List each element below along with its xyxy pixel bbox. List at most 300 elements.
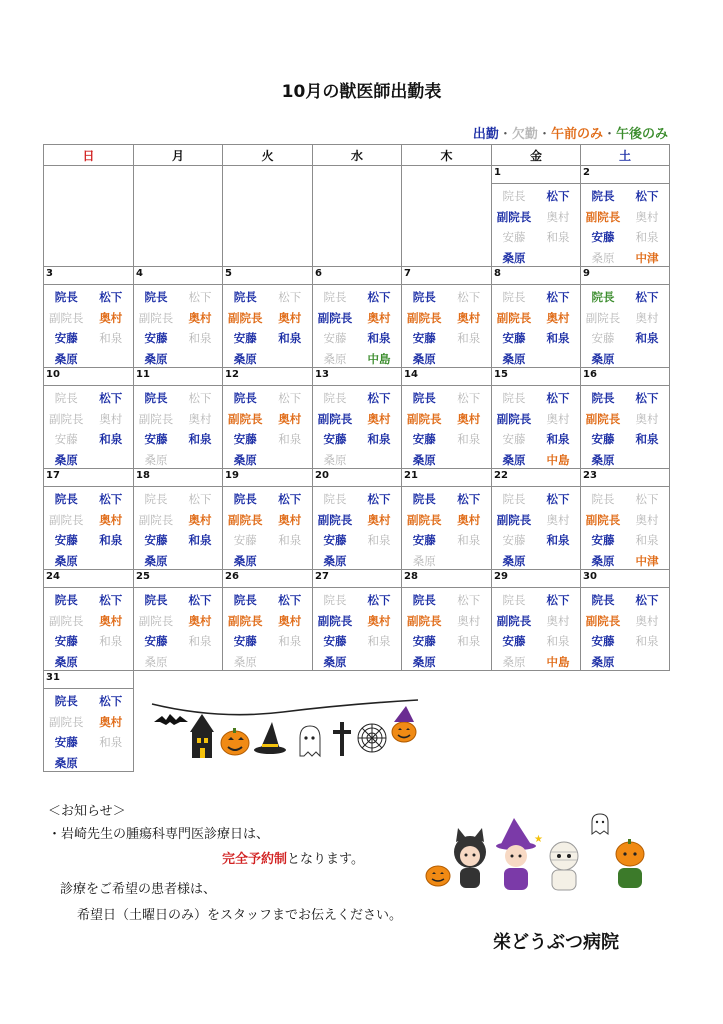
staff-name: 院長 xyxy=(233,290,257,305)
bat-icon xyxy=(154,714,188,725)
staff-name: 安藤 xyxy=(323,432,347,447)
calendar-day-cell xyxy=(492,267,581,368)
staff-name: 松下 xyxy=(278,593,302,608)
staff-name: 奥村 xyxy=(367,512,391,527)
day-number: 7 xyxy=(404,268,411,279)
staff-row xyxy=(402,409,491,430)
staff-row xyxy=(402,328,491,349)
staff-row xyxy=(581,308,669,329)
staff-name: 副院長 xyxy=(496,411,532,426)
staff-name: 桑原 xyxy=(54,654,78,669)
staff-name: 奥村 xyxy=(546,613,570,628)
staff-row xyxy=(581,611,669,632)
staff-row xyxy=(44,328,133,349)
staff-name: 桑原 xyxy=(54,351,78,366)
legend-pm-only: 午後のみ xyxy=(615,127,668,142)
staff-row xyxy=(44,631,133,652)
staff-row xyxy=(492,349,580,370)
staff-name: 和泉 xyxy=(99,634,123,649)
day-number: 21 xyxy=(404,470,418,481)
day-number-divider xyxy=(402,284,491,285)
staff-row xyxy=(44,349,133,370)
staff-name: 和泉 xyxy=(546,634,570,649)
staff-name: 桑原 xyxy=(323,553,347,568)
staff-row xyxy=(44,308,133,329)
staff-name: 和泉 xyxy=(457,331,481,346)
staff-name: 和泉 xyxy=(188,533,212,548)
staff-row xyxy=(402,652,491,673)
staff-list xyxy=(581,489,669,571)
staff-name: 安藤 xyxy=(591,331,615,346)
calendar-empty-cell xyxy=(402,166,492,267)
staff-name: 副院長 xyxy=(317,512,353,527)
staff-row xyxy=(223,409,312,430)
calendar-day-cell xyxy=(223,368,313,469)
staff-name: 松下 xyxy=(99,290,123,305)
staff-name: 松下 xyxy=(457,290,481,305)
staff-row xyxy=(492,590,580,611)
staff-name: 松下 xyxy=(188,391,212,406)
staff-name: 院長 xyxy=(502,593,526,608)
staff-name: 副院長 xyxy=(228,310,263,325)
day-number-divider xyxy=(134,284,222,285)
staff-name: 松下 xyxy=(99,391,123,406)
day-number: 13 xyxy=(315,369,329,380)
staff-row xyxy=(134,510,222,531)
day-number-divider xyxy=(581,284,669,285)
staff-name: 副院長 xyxy=(585,512,621,527)
weekday-tuesday: 火 xyxy=(223,145,313,166)
staff-name: 奥村 xyxy=(635,411,659,426)
staff-name: 副院長 xyxy=(138,310,174,325)
staff-row xyxy=(313,328,401,349)
staff-name: 桑原 xyxy=(144,654,168,669)
day-number: 31 xyxy=(46,672,60,683)
staff-name: 奥村 xyxy=(367,310,391,325)
calendar-empty-cell xyxy=(492,671,581,772)
staff-list xyxy=(581,590,669,672)
day-number-divider xyxy=(44,688,133,689)
staff-name: 安藤 xyxy=(412,331,436,346)
staff-list xyxy=(134,388,222,470)
staff-row xyxy=(402,489,491,510)
staff-row xyxy=(223,611,312,632)
staff-name: 松下 xyxy=(635,391,659,406)
staff-name: 副院長 xyxy=(317,310,353,325)
staff-row xyxy=(581,489,669,510)
staff-row xyxy=(492,429,580,450)
staff-name: 院長 xyxy=(502,492,526,507)
staff-name: 安藤 xyxy=(591,634,615,649)
ghost-icon xyxy=(300,726,320,756)
staff-row xyxy=(402,631,491,652)
staff-name: 和泉 xyxy=(635,331,659,346)
staff-name: 和泉 xyxy=(278,432,302,447)
staff-row xyxy=(492,186,580,207)
staff-name: 院長 xyxy=(233,593,257,608)
staff-row xyxy=(313,450,401,471)
spider-web-icon xyxy=(358,724,386,752)
calendar-day-cell xyxy=(44,671,134,772)
notice-line-1: ・岩崎先生の腫瘍科専門医診療日は、 xyxy=(48,827,270,842)
staff-name: 奥村 xyxy=(188,411,212,426)
staff-list xyxy=(402,590,491,672)
staff-name: 松下 xyxy=(546,189,570,204)
staff-list xyxy=(134,287,222,369)
legend-separator: ・ xyxy=(602,127,616,142)
day-number: 17 xyxy=(46,470,60,481)
staff-name: 松下 xyxy=(278,391,302,406)
staff-name: 桑原 xyxy=(144,553,168,568)
staff-row xyxy=(223,590,312,611)
staff-row xyxy=(313,308,401,329)
staff-list xyxy=(402,388,491,470)
staff-name: 安藤 xyxy=(591,432,615,447)
staff-row xyxy=(313,287,401,308)
legend-absent: 欠勤 xyxy=(511,127,538,142)
staff-name: 松下 xyxy=(546,593,570,608)
staff-name: 院長 xyxy=(502,189,526,204)
staff-name: 松下 xyxy=(635,593,659,608)
staff-row xyxy=(44,530,133,551)
staff-list xyxy=(492,489,580,571)
staff-name: 松下 xyxy=(457,593,481,608)
staff-list xyxy=(581,287,669,369)
day-number: 6 xyxy=(315,268,322,279)
staff-name: 和泉 xyxy=(546,331,570,346)
staff-name: 院長 xyxy=(323,290,347,305)
staff-row xyxy=(492,328,580,349)
staff-name: 奥村 xyxy=(635,310,659,325)
staff-row xyxy=(581,530,669,551)
staff-name: 院長 xyxy=(144,391,168,406)
pumpkin-witch-icon xyxy=(392,706,416,742)
day-number-divider xyxy=(581,587,669,588)
day-number: 20 xyxy=(315,470,329,481)
day-number: 30 xyxy=(583,571,597,582)
day-number: 28 xyxy=(404,571,418,582)
day-number: 10 xyxy=(46,369,60,380)
staff-row xyxy=(134,349,222,370)
calendar-empty-cell xyxy=(223,166,313,267)
day-number-divider xyxy=(134,486,222,487)
staff-name: 桑原 xyxy=(54,452,78,467)
staff-name: 奥村 xyxy=(99,613,123,628)
calendar-week-row xyxy=(44,570,670,671)
staff-name: 和泉 xyxy=(99,432,123,447)
staff-name: 安藤 xyxy=(233,634,257,649)
staff-name: 安藤 xyxy=(323,634,347,649)
calendar-day-cell xyxy=(134,267,223,368)
staff-row xyxy=(223,450,312,471)
calendar-day-cell xyxy=(581,570,670,671)
calendar-day-cell xyxy=(402,469,492,570)
calendar-day-cell xyxy=(492,570,581,671)
staff-name: 和泉 xyxy=(635,432,659,447)
staff-row xyxy=(581,429,669,450)
staff-row xyxy=(402,349,491,370)
staff-row xyxy=(44,611,133,632)
staff-name: 副院長 xyxy=(407,411,442,426)
staff-name: 副院長 xyxy=(496,512,532,527)
day-number: 25 xyxy=(136,571,150,582)
staff-row xyxy=(402,551,491,572)
staff-name: 奥村 xyxy=(457,310,481,325)
staff-name: 安藤 xyxy=(54,432,78,447)
staff-name: 和泉 xyxy=(278,533,302,548)
staff-name: 奥村 xyxy=(278,512,302,527)
hospital-name: 栄どうぶつ病院 xyxy=(493,932,619,953)
staff-name: 松下 xyxy=(635,492,659,507)
legend-am-only: 午前のみ xyxy=(550,127,603,142)
staff-name: 桑原 xyxy=(412,553,436,568)
calendar-day-cell xyxy=(313,267,402,368)
staff-row xyxy=(402,510,491,531)
staff-row xyxy=(223,308,312,329)
calendar-day-cell xyxy=(492,368,581,469)
witch-hat-icon xyxy=(254,722,286,754)
staff-row xyxy=(134,551,222,572)
staff-row xyxy=(44,652,133,673)
calendar-day-cell xyxy=(492,469,581,570)
staff-name: 中津 xyxy=(635,250,659,265)
staff-name: 院長 xyxy=(233,492,257,507)
staff-name: 奥村 xyxy=(546,209,570,224)
staff-name: 松下 xyxy=(546,391,570,406)
staff-name: 副院長 xyxy=(585,613,621,628)
staff-name: 副院長 xyxy=(49,310,84,325)
legend-separator: ・ xyxy=(537,127,551,142)
staff-row xyxy=(313,551,401,572)
staff-name: 副院長 xyxy=(407,310,442,325)
staff-name: 桑原 xyxy=(233,452,257,467)
staff-name: 副院長 xyxy=(585,310,621,325)
staff-name: 桑原 xyxy=(412,452,436,467)
reservation-only-text: 完全予約制 xyxy=(222,852,288,867)
staff-row xyxy=(223,652,312,673)
staff-list xyxy=(223,489,312,571)
staff-row xyxy=(402,450,491,471)
halloween-garland-illustration xyxy=(148,692,423,770)
staff-row xyxy=(402,590,491,611)
staff-row xyxy=(223,631,312,652)
staff-name: 奥村 xyxy=(278,613,302,628)
staff-list xyxy=(44,590,133,672)
calendar-week-row xyxy=(44,267,670,368)
staff-name: 安藤 xyxy=(502,230,526,245)
staff-name: 院長 xyxy=(233,391,257,406)
staff-row xyxy=(492,207,580,228)
staff-name: 桑原 xyxy=(54,755,78,770)
witch-costume-icon xyxy=(496,818,543,890)
staff-name: 安藤 xyxy=(144,634,168,649)
calendar-day-cell xyxy=(44,267,134,368)
staff-row xyxy=(313,510,401,531)
staff-row xyxy=(581,652,669,673)
staff-row xyxy=(44,489,133,510)
staff-row xyxy=(223,530,312,551)
staff-list xyxy=(44,287,133,369)
staff-name: 和泉 xyxy=(367,331,391,346)
calendar-day-cell xyxy=(492,166,581,267)
calendar-day-cell xyxy=(134,570,223,671)
staff-row xyxy=(492,409,580,430)
calendar-day-cell xyxy=(223,267,313,368)
day-number-divider xyxy=(223,486,312,487)
staff-row xyxy=(134,287,222,308)
staff-name: 奥村 xyxy=(99,714,123,729)
staff-row xyxy=(134,530,222,551)
staff-name: 安藤 xyxy=(412,533,436,548)
staff-row xyxy=(581,631,669,652)
staff-list xyxy=(44,489,133,571)
staff-row xyxy=(313,388,401,409)
staff-row xyxy=(44,732,133,753)
staff-name: 桑原 xyxy=(412,351,436,366)
staff-row xyxy=(402,287,491,308)
pumpkin-icon xyxy=(221,728,249,755)
staff-name: 桑原 xyxy=(502,654,526,669)
staff-row xyxy=(313,652,401,673)
staff-name: 副院長 xyxy=(585,411,621,426)
staff-name: 和泉 xyxy=(188,634,212,649)
staff-name: 院長 xyxy=(591,290,615,305)
day-number-divider xyxy=(44,587,133,588)
staff-name: 院長 xyxy=(412,593,436,608)
staff-name: 院長 xyxy=(591,492,615,507)
day-number-divider xyxy=(44,486,133,487)
staff-name: 安藤 xyxy=(502,634,526,649)
staff-row xyxy=(223,510,312,531)
staff-name: 奥村 xyxy=(99,411,123,426)
staff-name: 奥村 xyxy=(635,613,659,628)
staff-name: 桑原 xyxy=(323,452,347,467)
staff-name: 和泉 xyxy=(457,432,481,447)
day-number: 16 xyxy=(583,369,597,380)
staff-name: 院長 xyxy=(323,492,347,507)
staff-list xyxy=(223,388,312,470)
staff-name: 安藤 xyxy=(412,634,436,649)
staff-name: 松下 xyxy=(99,492,123,507)
staff-row xyxy=(44,551,133,572)
staff-name: 和泉 xyxy=(546,230,570,245)
staff-list xyxy=(223,590,312,672)
staff-row xyxy=(134,590,222,611)
staff-name: 桑原 xyxy=(144,351,168,366)
staff-name: 松下 xyxy=(99,694,123,709)
legend xyxy=(473,123,668,142)
staff-name: 副院長 xyxy=(407,512,442,527)
staff-name: 院長 xyxy=(591,189,615,204)
staff-list xyxy=(313,388,401,470)
staff-name: 和泉 xyxy=(188,331,212,346)
weekday-wednesday: 水 xyxy=(313,145,402,166)
staff-name: 院長 xyxy=(54,694,78,709)
staff-name: 桑原 xyxy=(591,351,615,366)
staff-row xyxy=(44,287,133,308)
staff-name: 奥村 xyxy=(546,310,570,325)
calendar-empty-cell xyxy=(44,166,134,267)
staff-name: 副院長 xyxy=(228,613,263,628)
day-number-divider xyxy=(402,587,491,588)
staff-row xyxy=(134,450,222,471)
staff-row xyxy=(492,287,580,308)
calendar-day-cell xyxy=(581,469,670,570)
jack-o-lantern-icon xyxy=(426,866,450,886)
staff-name: 安藤 xyxy=(54,735,78,750)
day-number: 1 xyxy=(494,167,501,178)
staff-name: 和泉 xyxy=(278,331,302,346)
staff-name: 桑原 xyxy=(412,654,436,669)
day-number-divider xyxy=(313,385,401,386)
staff-name: 副院長 xyxy=(49,714,84,729)
calendar-week-row xyxy=(44,368,670,469)
staff-name: 松下 xyxy=(367,593,391,608)
staff-row xyxy=(581,328,669,349)
staff-name: 松下 xyxy=(367,290,391,305)
staff-row xyxy=(313,409,401,430)
day-number: 27 xyxy=(315,571,329,582)
staff-name: 和泉 xyxy=(546,432,570,447)
staff-name: 奥村 xyxy=(278,411,302,426)
staff-name: 奥村 xyxy=(546,411,570,426)
day-number-divider xyxy=(313,587,401,588)
calendar-day-cell xyxy=(402,570,492,671)
staff-name: 松下 xyxy=(457,492,481,507)
staff-name: 桑原 xyxy=(591,553,615,568)
staff-row xyxy=(134,409,222,430)
calendar-day-cell xyxy=(313,469,402,570)
staff-list xyxy=(492,186,580,268)
staff-name: 奥村 xyxy=(188,512,212,527)
staff-name: 松下 xyxy=(367,391,391,406)
day-number-divider xyxy=(581,183,669,184)
staff-row xyxy=(492,248,580,269)
staff-row xyxy=(492,227,580,248)
day-number: 18 xyxy=(136,470,150,481)
staff-name: 副院長 xyxy=(496,310,532,325)
staff-row xyxy=(223,388,312,409)
staff-name: 桑原 xyxy=(502,351,526,366)
day-number-divider xyxy=(492,183,580,184)
staff-name: 桑原 xyxy=(502,452,526,467)
staff-name: 院長 xyxy=(54,290,78,305)
staff-name: 副院長 xyxy=(317,613,353,628)
staff-name: 松下 xyxy=(457,391,481,406)
haunted-house-icon xyxy=(190,714,214,758)
day-number-divider xyxy=(313,284,401,285)
calendar-day-cell xyxy=(44,368,134,469)
staff-name: 桑原 xyxy=(591,250,615,265)
staff-name: 副院長 xyxy=(138,613,174,628)
staff-row xyxy=(402,388,491,409)
staff-name: 安藤 xyxy=(54,634,78,649)
staff-name: 院長 xyxy=(144,492,168,507)
staff-name: 和泉 xyxy=(367,634,391,649)
staff-row xyxy=(134,631,222,652)
calendar-day-cell xyxy=(581,368,670,469)
day-number: 9 xyxy=(583,268,590,279)
day-number: 2 xyxy=(583,167,590,178)
staff-name: 安藤 xyxy=(144,432,168,447)
staff-row xyxy=(581,186,669,207)
staff-row xyxy=(223,287,312,308)
staff-name: 安藤 xyxy=(323,331,347,346)
day-number: 22 xyxy=(494,470,508,481)
staff-row xyxy=(492,510,580,531)
notice-line-4: 希望日（土曜日のみ）をスタッフまでお伝えください。 xyxy=(77,908,403,923)
staff-name: 院長 xyxy=(54,391,78,406)
